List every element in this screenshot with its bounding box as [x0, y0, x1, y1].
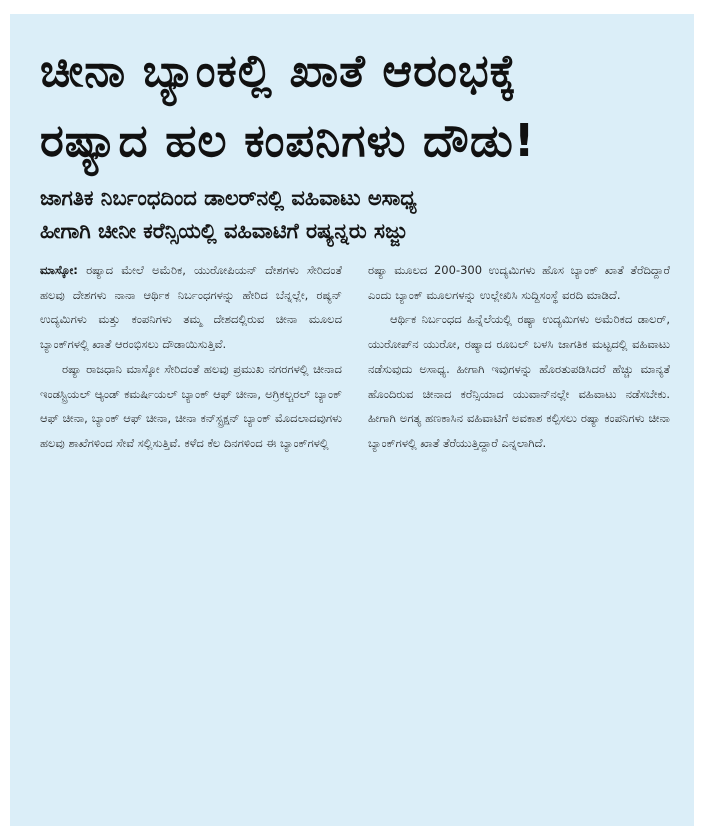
- headline-line-2: ರಷ್ಯಾದ ಹಲ ಕಂಪನಿಗಳು ದೌಡು!: [40, 114, 536, 167]
- paragraph: ರಷ್ಯಾ ಮೂಲದ 200-300 ಉದ್ಯಮಿಗಳು ಹೊಸ ಬ್ಯಾಂಕ್ ಖಾತೆ ತೆರೆದಿದ್ದಾರೆ ಎಂದು ಬ್ಯಾಂಕ್ ಮೂಲಗಳನ್ನು ಉಲ್ಲೇಖಿಸಿ ಸುದ್ದಿಸಂಸ್ಥೆ ವರದಿ ಮಾಡಿದೆ.: [368, 263, 670, 302]
- paragraph: [40, 258, 342, 357]
- news-clipping: [10, 14, 694, 826]
- article-column-2: [368, 258, 670, 456]
- subheadline-line-2: ಹೀಗಾಗಿ ಚೀನೀ ಕರೆನ್ಸಿಯಲ್ಲಿ ವಹಿವಾಟಿಗೆ ರಷ್ಯನ್ನರು ಸಜ್ಜು: [40, 219, 408, 243]
- subheadline: [40, 182, 670, 248]
- article-body: [40, 258, 670, 456]
- headline: [40, 36, 670, 176]
- paragraph-text: ರಷ್ಯಾದ ಮೇಲೆ ಅಮೆರಿಕ, ಯುರೋಪಿಯನ್ ದೇಶಗಳು ಸೇರಿದಂತೆ ಹಲವು ದೇಶಗಳು ನಾನಾ ಆರ್ಥಿಕ ನಿರ್ಬಂಧಗಳನ್ನು ಹೇರಿದ ಬೆನ್ನಲ್ಲೇ, ರಷ್ಯನ್ ಉದ್ಯಮಿಗಳು ಮತ್ತು ಕಂಪನಿಗಳು ತಮ್ಮ ದೇಶದಲ್ಲಿರುವ ಚೀನಾ ಮೂಲದ ಬ್ಯಾಂಕ್‌ಗಳಲ್ಲಿ ಖಾತೆ ಆರಂಭಿಸಲು ದೌಡಾಯಿಸುತ್ತಿವೆ.: [40, 263, 342, 352]
- subheadline-line-1: ಜಾಗತಿಕ ನಿರ್ಬಂಧದಿಂದ ಡಾಲರ್‌ನಲ್ಲಿ ವಹಿವಾಟು ಅಸಾಧ್ಯ: [40, 186, 417, 210]
- dateline: ಮಾಸ್ಕೋ:: [40, 263, 78, 277]
- paragraph: ಆರ್ಥಿಕ ನಿರ್ಬಂಧದ ಹಿನ್ನೆಲೆಯಲ್ಲಿ ರಷ್ಯಾ ಉದ್ಯಮಿಗಳು ಅಮೆರಿಕದ ಡಾಲರ್, ಯುರೋಪ್‌ನ ಯುರೋ, ರಷ್ಯಾದ ರೂಬಲ್ ಬಳಸಿ ಜಾಗತಿಕ ಮಟ್ಟದಲ್ಲಿ ವಹಿವಾಟು ನಡೆಸುವುದು ಅಸಾಧ್ಯ. ಹೀಗಾಗಿ ಇವುಗಳನ್ನು ಹೊರತುಪಡಿಸಿದರೆ ಹೆಚ್ಚು ಮಾನ್ಯತೆ ಹೊಂದಿರುವ ಚೀನಾದ ಕರೆನ್ಸಿಯಾದ ಯುವಾನ್‌ನಲ್ಲೇ ವಹಿವಾಟು ನಡೆಸಬೇಕು. ಹೀಗಾಗಿ ಅಗತ್ಯ ಹಣಕಾಸಿನ ವಹಿವಾಟಿಗೆ ಅವಕಾಶ ಕಲ್ಪಿಸಲು ರಷ್ಯಾ ಕಂಪನಿಗಳು ಚೀನಾ ಬ್ಯಾಂಕ್‌ಗಳಲ್ಲಿ ಖಾತೆ ತೆರೆಯುತ್ತಿದ್ದಾರೆ ಎನ್ನಲಾಗಿದೆ.: [368, 312, 670, 450]
- headline-line-1: ಚೀನಾ ಬ್ಯಾಂಕಲ್ಲಿ ಖಾತೆ ಆರಂಭಕ್ಕೆ: [40, 44, 517, 97]
- paragraph: ರಷ್ಯಾ ರಾಜಧಾನಿ ಮಾಸ್ಕೋ ಸೇರಿದಂತೆ ಹಲವು ಪ್ರಮುಖ ನಗರಗಳಲ್ಲಿ ಚೀನಾದ ಇಂಡಸ್ಟ್ರಿಯಲ್ ಆ್ಯಂಡ್ ಕಮರ್ಷಿಯಲ್ ಬ್ಯಾಂಕ್ ಆಫ್ ಚೀನಾ, ಅಗ್ರಿಕಲ್ಚರಲ್ ಬ್ಯಾಂಕ್ ಆಫ್ ಚೀನಾ, ಬ್ಯಾಂಕ್ ಆಫ್ ಚೀನಾ, ಚೀನಾ ಕನ್‌ಸ್ಟ್ರಕ್ಷನ್ ಬ್ಯಾಂಕ್ ಮೊದಲಾದವುಗಳು ಹಲವು ಶಾಖೆಗಳಿಂದ ಸೇವೆ ಸಲ್ಲಿಸುತ್ತಿವೆ. ಕಳೆದ ಕೆಲ ದಿನಗಳಿಂದ ಈ ಬ್ಯಾಂಕ್‌ಗಳಲ್ಲಿ: [40, 361, 342, 450]
- article-column-1: [40, 258, 342, 456]
